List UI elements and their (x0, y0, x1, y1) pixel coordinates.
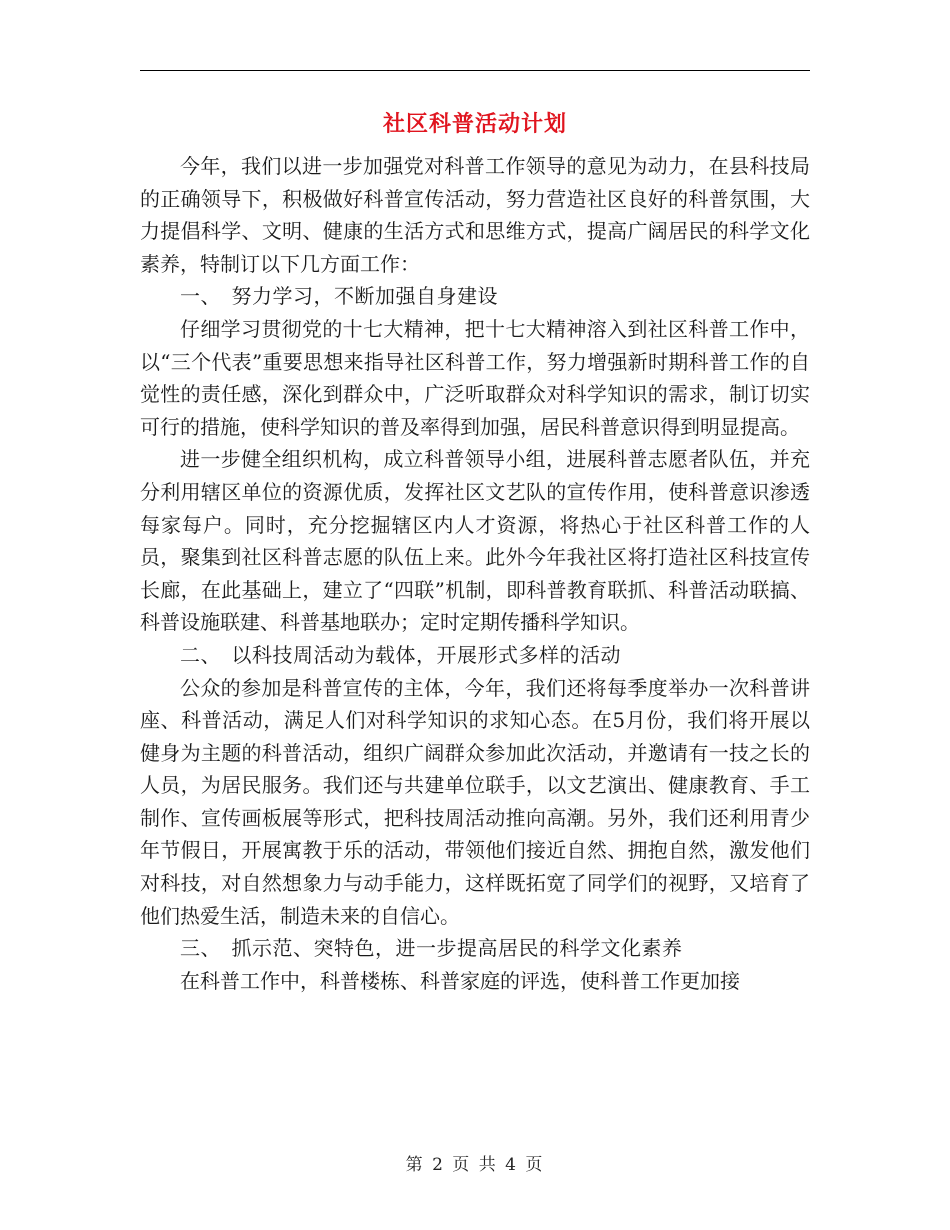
section-heading-3: 三、 抓示范、突特色，进一步提高居民的科学文化素养 (180, 936, 683, 961)
header-rule (140, 70, 810, 71)
section-heading-2: 二、 以科技周活动为载体，开展形式多样的活动 (180, 642, 621, 667)
paragraph-section1-b: 进一步健全组织机构，成立科普领导小组，进展科普志愿者队伍，并充分利用辖区单位的资源优质，发挥社区文艺队的宣传作用，使科普意识渗透每家每户。同时，充分挖掘辖区内人才资源，将热心于社区科普工作的人员，聚集到社区科普志愿的队伍上来。此外今年我社区将打造社区科技宣传长廊，在此基础上，建立了“四联”机制，即科普教育联抓、科普活动联搞、科普设施联建、科普基地联办；定时定期传播科学知识。 (140, 447, 810, 635)
paragraph-intro: 今年，我们以进一步加强党对科普工作领导的意见为动力，在县科技局的正确领导下，积极做好科普宣传活动，努力营造社区良好的科普氛围，大力提倡科学、文明、健康的生活方式和思维方式，提高广阔居民的科学文化素养，特制订以下几方面工作： (140, 154, 810, 276)
paragraph-section2: 公众的参加是科普宣传的主体，今年，我们还将每季度举办一次科普讲座、科普活动，满足人们对科学知识的求知心态。在5月份，我们将开展以健身为主题的科普活动，组织广阔群众参加此次活动，并邀请有一技之长的人员，为居民服务。我们还与共建单位联手，以文艺演出、健康教育、手工制作、宣传画板展等形式，把科技周活动推向高潮。另外，我们还利用青少年节假日，开展寓教于乐的活动，带领他们接近自然、拥抱自然，激发他们对科技，对自然想象力与动手能力，这样既拓宽了同学们的视野，又培育了他们热爱生活，制造未来的自信心。 (140, 675, 810, 928)
section-heading-1: 一、 努力学习，不断加强自身建设 (180, 284, 498, 309)
document-title: 社区科普活动计划 (382, 111, 567, 137)
paragraph-section3: 在科普工作中，科普楼栋、科普家庭的评选，使科普工作更加接 (180, 968, 740, 993)
document-body (140, 150, 810, 997)
page-number-footer: 第 2 页 共 4 页 (405, 1155, 545, 1175)
paragraph-section1-a: 仔细学习贯彻党的十七大精神，把十七大精神溶入到社区科普工作中，以“三个代表”重要思想来指导社区科普工作，努力增强新时期科普工作的自觉性的责任感，深化到群众中，广泛听取群众对科学知识的需求，制订切实可行的措施，使科学知识的普及率得到加强，居民科普意识得到明显提高。 (140, 316, 810, 439)
